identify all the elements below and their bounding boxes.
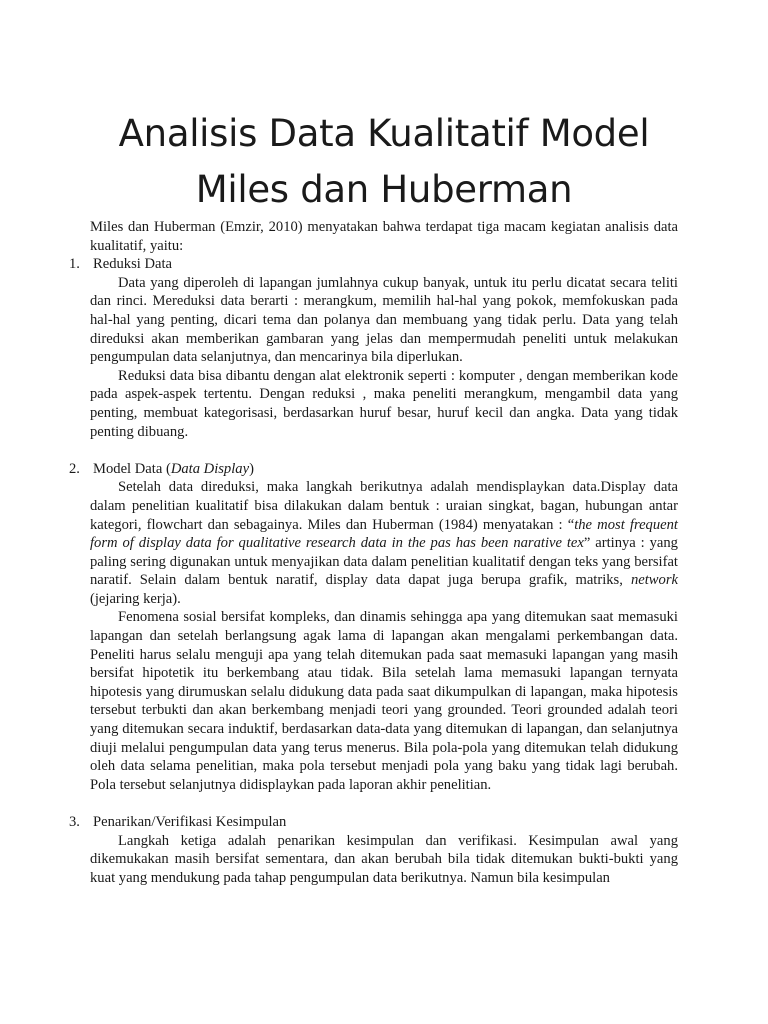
section-3-heading (69, 813, 678, 832)
section-2-p1-quote: the most frequent form of display data for qualitative research data in the pas has been narative tex (90, 516, 678, 552)
section-2-title-italic: Data Display (170, 460, 250, 477)
section-2-title-plain: Model Data ( (93, 460, 171, 477)
section-spacer (90, 794, 678, 813)
section-1-title: Reduksi Data (93, 256, 173, 273)
title-line-1: Analisis Data Kualitatif Model (118, 112, 650, 155)
document-title (60, 106, 708, 218)
section-2-paragraph-1 (90, 478, 678, 608)
section-1-paragraph-1: Data yang diperoleh di lapangan jumlahnya cukup banyak, untuk itu perlu dicatat secara teliti dan rinci. Mereduksi data berarti : merangkum, memilih hal-hal yang pokok, memfokuskan pada hal-hal yang penting, dicari tema dan polanya dan membuang yang tidak perlu. Data yang telah direduksi akan memberikan gambaran yang jelas dan mempermudah peneliti untuk melakukan pengumpulan data selanjutnya, dan mencarinya bila diperlukan. (90, 274, 678, 366)
section-2-title (90, 461, 254, 477)
section-2-title-close: ) (249, 460, 254, 477)
section-spacer (90, 441, 678, 460)
document-body (69, 218, 678, 887)
section-2-number: 2. (69, 460, 80, 477)
section-2-p1-text-b: ” artinya : yang paling sering digunakan untuk menyajikan data dalam penelitian kualitatif dengan teks yang bersifat naratif. Selain dalam bentuk naratif, display data dapat juga berupa grafik, matriks, (90, 535, 678, 589)
section-1-heading (69, 255, 678, 274)
title-line-2: Miles dan Huberman (195, 168, 573, 211)
section-1-number: 1. (69, 256, 80, 273)
section-2-p1-text-c: (jejaring kerja). (90, 590, 181, 607)
section-2-p1-text-a: Setelah data direduksi, maka langkah berikutnya adalah mendisplaykan data.Display data dalam penelitian kualitatif bisa dilakukan dalam bentuk : uraian singkat, bagan, hubungan antar kategori, flowchart dan sebagainya. Miles dan Huberman (1984) menyatakan : “ (90, 479, 678, 533)
section-2-paragraph-2: Fenomena sosial bersifat kompleks, dan dinamis sehingga apa yang ditemukan saat memasuki lapangan dan setelah berlangsung agak lama di lapangan akan mengalami perkembangan data. Peneliti harus selalu menguji apa yang telah ditemukan pada saat memasuki lapangan yang masih bersifat hipotetik itu berkembang atau tidak. Bila setelah lama memasuki lapangan ternyata hipotesis yang dirumuskan selalu didukung data pada saat dikumpulkan di lapangan, maka hipotesis tersebut terbukti dan akan berkembang menjadi teori yang grounded. Teori grounded adalah teori yang ditemukan secara induktif, berdasarkan data-data yang ditemukan di lapangan, dan selanjutnya diuji melalui pengumpulan data yang terus menerus. Bila pola-pola yang ditemukan telah didukung oleh data selama penelitian, maka pola tersebut menjadi pola yang baku yang tidak lagi berubah. Pola tersebut selanjutnya didisplaykan pada laporan akhir penelitian. (90, 609, 678, 793)
section-3-number: 3. (69, 814, 80, 830)
section-3-paragraph-1: Langkah ketiga adalah penarikan kesimpulan dan verifikasi. Kesimpulan awal yang dikemukakan masih bersifat sementara, dan akan berubah bila tidak ditemukan bukti-bukti yang kuat yang mendukung pada tahap pengumpulan data berikutnya. Namun bila kesimpulan (90, 832, 678, 886)
intro-paragraph: Miles dan Huberman (Emzir, 2010) menyatakan bahwa terdapat tiga macam kegiatan analisis data kualitatif, yaitu: (90, 219, 678, 254)
section-1-paragraph-2: Reduksi data bisa dibantu dengan alat elektronik seperti : komputer , dengan memberikan kode pada aspek-aspek tertentu. Dengan reduksi , maka peneliti merangkum, mengambil data yang penting, membuat kategorisasi, berdasarkan huruf besar, huruf kecil dan angka. Data yang tidak penting dibuang. (90, 367, 678, 440)
section-2-p1-network: network (630, 572, 678, 589)
section-2-heading (69, 460, 678, 479)
section-3-title: Penarikan/Verifikasi Kesimpulan (93, 814, 287, 830)
